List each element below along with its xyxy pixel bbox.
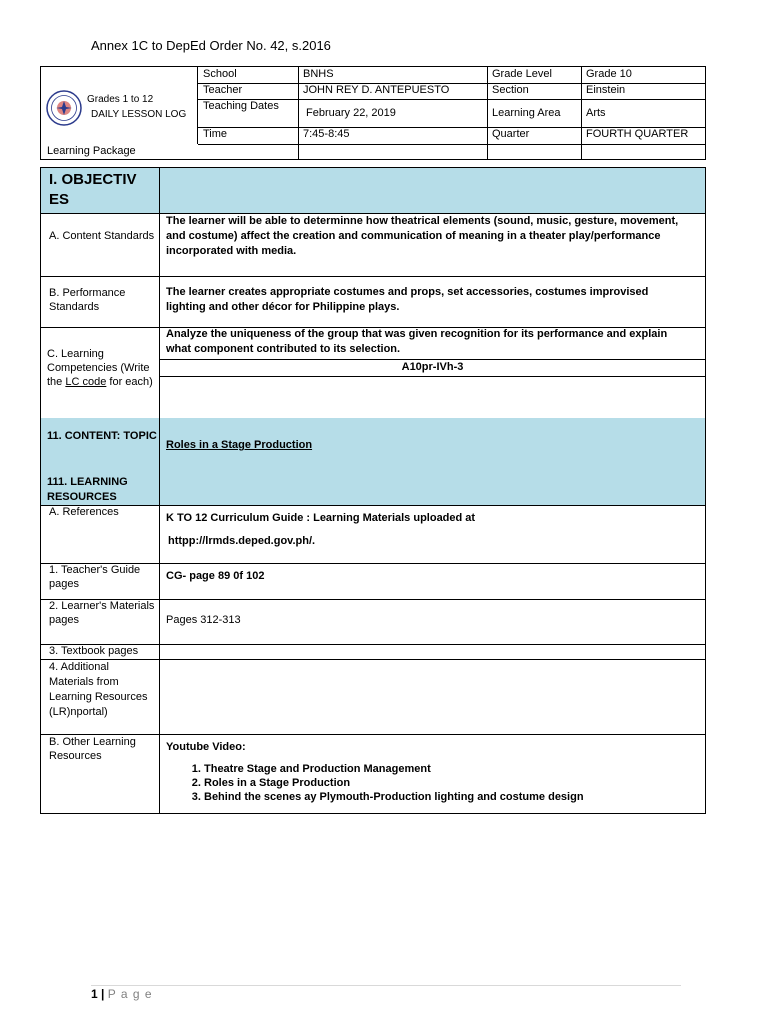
school-value: BNHS (298, 67, 488, 84)
objectives-heading: I. OBJECTIV ES (41, 168, 160, 213)
lp-empty-2 (298, 144, 488, 160)
lp-empty-3 (487, 144, 582, 160)
resources-empty (160, 472, 705, 505)
video-list (166, 762, 705, 804)
content-topic-row (41, 418, 705, 473)
page-footer: 1 | P a g e (91, 987, 153, 1001)
additional-materials-row (41, 659, 705, 735)
learning-package-label: Learning Package (47, 145, 136, 157)
page-number: 1 (91, 987, 98, 1001)
textbook-empty (160, 644, 705, 659)
competencies-label-text: C. Learning Competencies (Write the (47, 348, 150, 388)
learners-materials-row (41, 599, 705, 645)
performance-standards-row (41, 276, 705, 328)
competency-text: Analyze the uniqueness of the group that was given recognition for its performance and explain what component contributed to its selection. (160, 327, 705, 360)
log-title: DAILY LESSON LOG (91, 109, 187, 120)
lc-code-text: LC code (65, 376, 107, 388)
dates-value: February 22, 2019 (298, 99, 488, 128)
references-text: K TO 12 Curriculum Guide : Learning Materials uploaded at (166, 512, 476, 524)
deped-seal-icon (46, 90, 82, 126)
competencies-row (41, 327, 705, 419)
teachers-guide-row (41, 563, 705, 600)
content-standards-row (41, 213, 705, 277)
video-item: 3. Behind the scenes ay Plymouth-Production lighting and costume design (204, 790, 705, 804)
resources-heading: 111. LEARNING RESOURCES (41, 472, 160, 505)
time-label: Time (198, 127, 299, 145)
video-item: 2. Roles in a Stage Production (204, 776, 705, 790)
content-standards-text: The learner will be able to determinne how theatrical elements (sound, music, gesture, movement, and costume) affect the creation and communication of meaning in a theater play/performance incorporated with media. (166, 215, 679, 257)
teachers-guide-text: CG- page 89 0f 102 (166, 570, 265, 582)
grade-label: Grade Level (487, 67, 582, 84)
time-value: 7:45-8:45 (298, 127, 488, 145)
header-table (40, 66, 706, 160)
content-topic-label: 11. CONTENT: TOPIC (41, 418, 160, 472)
competency-code: A10pr-IVh-3 (160, 360, 705, 377)
video-item: 1. Theatre Stage and Production Management (204, 762, 705, 776)
references-cell (160, 505, 705, 563)
content-standards-label: A. Content Standards (41, 213, 160, 276)
youtube-intro: Youtube Video: (166, 741, 246, 753)
annex-title: Annex 1C to DepEd Order No. 42, s.2016 (91, 38, 331, 53)
quarter-value: FOURTH QUARTER (581, 127, 706, 145)
grade-value: Grade 10 (581, 67, 706, 84)
objectives-empty (160, 168, 705, 213)
textbook-row (41, 644, 705, 660)
competencies-label-end: for each) (109, 376, 153, 388)
performance-standards-text: The learner creates appropriate costumes and props, set accessories, costumes improvised lighting and other décor for Philippine plays. (166, 286, 649, 313)
references-url: httpp://lrmds.deped.gov.ph/. (168, 535, 316, 547)
references-label: A. References (41, 505, 160, 563)
quarter-label: Quarter (487, 127, 582, 145)
area-label: Learning Area (487, 99, 582, 128)
other-resources-row (41, 734, 705, 814)
learners-materials-text: Pages 312-313 (166, 614, 241, 626)
other-resources-cell (160, 734, 705, 814)
objectives-row (41, 168, 705, 214)
grades-label: Grades 1 to 12 (87, 94, 154, 105)
additional-materials-label: 4. Additional Materials from Learning Resources (LR)nportal) (41, 659, 160, 734)
teachers-guide-label: 1. Teacher's Guide pages (41, 563, 160, 599)
references-row (41, 505, 705, 564)
header-grid (198, 67, 706, 161)
teacher-value: JOHN REY D. ANTEPUESTO (298, 83, 488, 100)
content-topic-text: Roles in a Stage Production (166, 439, 313, 451)
competencies-cell (160, 327, 705, 418)
other-resources-label: B. Other Learning Resources (41, 734, 160, 814)
dates-label: Teaching Dates (198, 99, 299, 128)
performance-standards-label: B. Performance Standards (41, 276, 160, 327)
lp-empty-1 (198, 144, 299, 160)
textbook-label: 3. Textbook pages (41, 644, 160, 659)
section-value: Einstein (581, 83, 706, 100)
header-logo-cell (41, 67, 198, 144)
learners-materials-label: 2. Learner's Materials pages (41, 599, 160, 644)
area-value: Arts (581, 99, 706, 128)
teacher-label: Teacher (198, 83, 299, 100)
page-word: P a g e (107, 987, 153, 1001)
competencies-label (41, 327, 160, 418)
section-label: Section (487, 83, 582, 100)
lesson-table (40, 167, 706, 814)
footer-divider (91, 985, 681, 986)
additional-materials-empty (160, 659, 705, 734)
lp-empty-4 (581, 144, 706, 160)
resources-row (41, 472, 705, 506)
school-label: School (198, 67, 299, 84)
